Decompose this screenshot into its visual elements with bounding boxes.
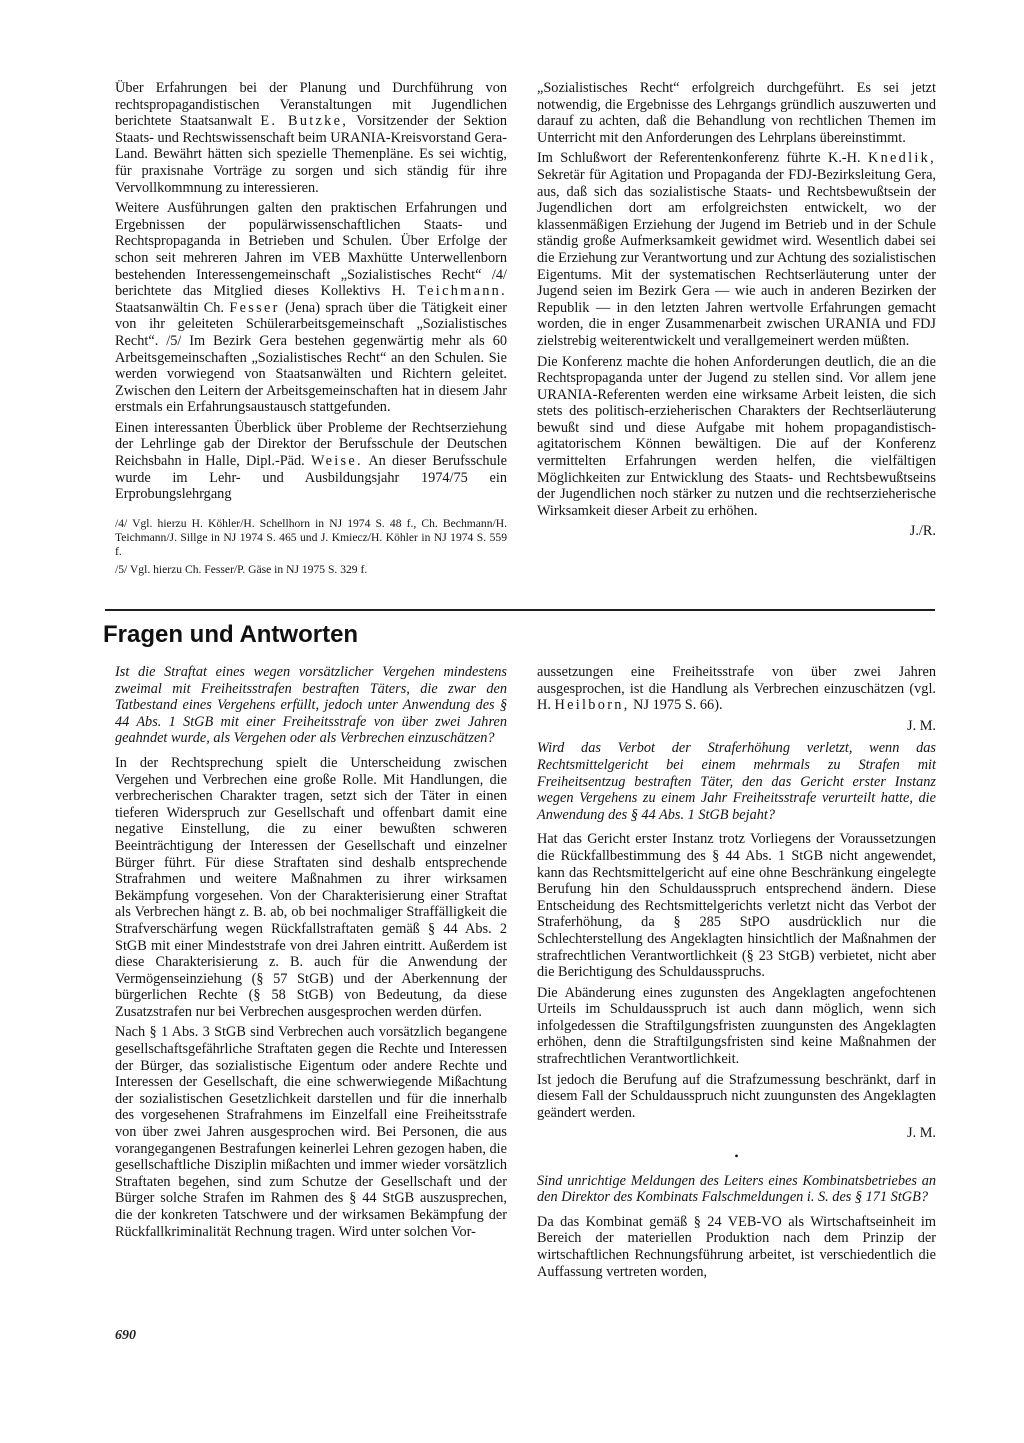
qa-column-left bbox=[115, 664, 507, 1244]
author-initials: J. M. bbox=[907, 1125, 936, 1142]
answer-paragraph: Die Abänderung eines zugunsten des Angeklagten angefochtenen Urteils im Schuldausspruch ist auch dann möglich, wenn sich infolgedessen die Straftilgungsfristen zuungunsten des Angeklagten erhöhen, denn die Straftilgungsfristen sind keine Maßnahmen der strafrechtlichen Verantwortlichkeit. bbox=[537, 984, 936, 1068]
person-name: Knedlik, bbox=[867, 150, 936, 167]
section-divider bbox=[105, 609, 935, 611]
question: Sind unrichtige Meldungen des Leiters eines Kombinatsbetriebes an den Direktor des Kombinats Falschmeldungen i. S. des § 171 StGB? bbox=[537, 1172, 936, 1206]
person-name: Teichmann. bbox=[417, 283, 508, 300]
paragraph: Einen interessanten Überblick über Probleme der Rechtserziehung der Lehrlinge gab der Direktor der Berufsschule der Deutschen Reichsbahn in Halle, Dipl.-Päd. Weise. An dieser Berufsschule wurde im Lehr- und Ausbildungsjahr 1974/75 ein Erprobungslehrgang bbox=[115, 419, 508, 503]
answer-paragraph: In der Rechtsprechung spielt die Unterscheidung zwischen Vergehen und Verbrechen eine große Rolle. Mit Handlungen, die verbrecherischen Charakter tragen, setzt sich der Täter in einen tieferen Widerspruch zur Gesellschaft und offenbart damit eine negative Einstellung, die zu einer bewußten schweren Beeinträchtigung der Interessen der Gesellschaft und einzelner Bürger führt. Für diese Straftaten sind deshalb entsprechende Strafrahmen und weitere Maßnahmen zu ihrer wirksamen Bekämpfung vorgesehen. Von der Charakterisierung einer Straftat als Verbrechen hängt z. B. ab, ob bei nochmaliger Straffälligkeit die Strafverschärfung wegen Rückfallstraftaten gemäß § 44 Abs. 2 StGB mit einer Mindeststrafe von drei Jahren eintritt. Außerdem ist diese Charakterisierung z. B. auch für die Anwendung der Vermögenseinziehung (§ 57 StGB) und der Aberkennung der bürgerlichen Rechte (§ 58 StGB) von Bedeutung, da diese Zusatzstrafen nur bei Verbrechen ausgesprochen werden dürfen. bbox=[115, 754, 507, 1020]
qa-column-right bbox=[537, 664, 936, 1284]
answer-paragraph: Hat das Gericht erster Instanz trotz Vorliegens der Voraussetzungen die Rückfallbestimmung des § 44 Abs. 1 StGB nicht angewendet, kann das Rechtsmittelgericht auf eine ohne Beschränkung eingelegte Berufung hin den Schuldausspruch entsprechend ändern. Diese Entscheidung des Rechtsmittelgerichts verletzt nicht das Verbot der Straferhöhung, da § 285 StPO ausdrücklich nur die Schlechterstellung des Angeklagten hinsichtlich der Maßnahmen der strafrechtlichen Verantwortlichkeit (§ 23 StGB) verbietet, nicht aber die Berichtigung des Schuldausspruchs. bbox=[537, 831, 936, 981]
author-initials: J./R. bbox=[909, 523, 936, 540]
person-name: Fesser bbox=[229, 299, 280, 316]
paragraph: Weitere Ausführungen galten den praktischen Erfahrungen und Ergebnissen der populärwissenschaftlichen Staats- und Rechtspropaganda in Betrieben und Schulen. Über Erfolge der schon seit mehreren Jahren im VEB Maxhütte Unterwellenborn bestehenden Interessengemeinschaft „Sozialistisches Recht“ /4/ berichtete das Mitglied dieses Kollektivs H. Teichmann. Staatsanwältin Ch. Fesser (Jena) sprach über die Tätigkeit einer von ihr geleiteten Schülerarbeitsgemeinschaft „Sozialistisches Recht“. /5/ Im Bezirk Gera bestehen gegenwärtig mehr als 60 Arbeitsgemeinschaften „Sozialistisches Recht“ an den Schulen. Sie werden vorwiegend von Staatsanwälten und Richtern geleitet. Zwischen den Leitern der Arbeitsgemeinschaften hat in diesem Jahr erstmals ein Erfahrungsaustausch stattgefunden. bbox=[115, 200, 508, 416]
answer-paragraph: aussetzungen eine Freiheitsstrafe von über zwei Jahren ausgesprochen, ist die Handlung als Verbrechen einzuschätzen (vgl. H. Heilborn, NJ 1975 S. 66). bbox=[537, 664, 936, 714]
person-name: Weise. bbox=[310, 453, 363, 470]
footnote-5: /5/ Vgl. hierzu Ch. Fesser/P. Gäse in NJ 1975 S. 329 f. bbox=[115, 563, 368, 577]
footnote-4: /4/ Vgl. hierzu H. Köhler/H. Schellhorn in NJ 1974 S. 48 f., Ch. Bechmann/H. Teichmann/J. Sillge in NJ 1974 S. 465 und J. Kmiecz/H. Köhler in NJ 1974 S. 559 f. bbox=[115, 516, 507, 559]
article-column-left bbox=[115, 80, 507, 582]
person-name: Heilborn, bbox=[554, 697, 630, 714]
paragraph: Die Konferenz machte die hohen Anforderungen deutlich, die an die Rechtspropaganda unter der Jugend zu stellen sind. Vor allem jene URANIA-Referenten werden eine wirksame Arbeit leisten, die sich stets des politisch-erzieherischen Charakters der Rechtserläuterung bewußt sind und diese Aufgabe mit hohem propagandistisch-agitatorischem Können bewältigen. Die auf der Konferenz vermittelten Erfahrungen werden helfen, die vielfältigen Möglichkeiten zur Entwicklung des Staats- und Rechtsbewußtseins der Jugendlichen noch stärker zu nutzen und die rechtserzieherische Wirksamkeit dieser Arbeit zu erhöhen. bbox=[537, 353, 936, 519]
person-name: E. Butzke, bbox=[260, 113, 349, 130]
bullet-separator: • bbox=[734, 1149, 739, 1164]
page-number: 690 bbox=[115, 1328, 136, 1343]
article-column-right bbox=[537, 80, 936, 546]
question: Ist die Straftat eines wegen vorsätzlicher Vergehen mindestens zweimal mit Freiheitsstrafen bestraften Täters, die zwar den Tatbestand eines Vergehens erfüllt, jedoch unter Anwendung des § 44 Abs. 1 StGB mit einer Freiheitsstrafe von über zwei Jahren geahndet wurde, als Vergehen oder als Verbrechen einzuschätzen? bbox=[115, 664, 507, 747]
answer-paragraph: Ist jedoch die Berufung auf die Strafzumessung beschränkt, darf in diesem Fall der Schuldausspruch nicht zuungunsten des Angeklagten geändert werden. bbox=[537, 1071, 936, 1121]
question: Wird das Verbot der Straferhöhung verletzt, wenn das Rechtsmittelgericht bei einem mehrmals zu Strafen mit Freiheitsentzug bestraften Täter, den das Gericht erster Instanz wegen Vergehens zu einem Jahr Freiheitsstrafe verurteilt hatte, die Anwendung des § 44 Abs. 1 StGB bejaht? bbox=[537, 740, 936, 823]
section-title: Fragen und Antworten bbox=[103, 621, 359, 648]
author-initials: J. M. bbox=[907, 717, 936, 734]
answer-paragraph: Nach § 1 Abs. 3 StGB sind Verbrechen auch vorsätzlich begangene gesellschaftsgefährliche Straftaten gegen die Rechte und Interessen der Bürger, das sozialistische Eigentum oder andere Rechte und Interessen der Gesellschaft, die eine schwerwiegende Mißachtung der sozialistischen Gesetzlichkeit darstellen und für die innerhalb des vorgesehenen Strafrahmens im Einzelfall eine Freiheitsstrafe von über zwei Jahren ausgesprochen wird. Bei Personen, die aus vorangegangenen Bestrafungen keinerlei Lehren gezogen haben, die gesellschaftliche Disziplin mißachten und immer wieder vorsätzlich Straftaten begehen, sind zum Schutze der Gesellschaft und der Bürger solche Strafen im Rahmen des § 44 StGB auszusprechen, die der konkreten Tatschwere und der wirksamen Bekämpfung der Rückfallkriminalität Rechnung tragen. Wird unter solchen Vor- bbox=[115, 1024, 507, 1240]
paragraph: Über Erfahrungen bei der Planung und Durchführung von rechtspropagandistischen Veranstaltungen mit Jugendlichen berichtete Staatsanwalt E. Butzke, Vorsitzender der Sektion Staats- und Rechtswissenschaft beim URANIA-Kreisvorstand Gera-Land. Bewährt hätten sich spezielle Themenpläne. Es sei wichtig, für praxisnahe Vorträge zu sorgen und sich ständig für ihre Vervollkommnung zu interessieren. bbox=[115, 80, 507, 196]
paragraph: „Sozialistisches Recht“ erfolgreich durchgeführt. Es sei jetzt notwendig, die Ergebnisse des Lehrgangs gründlich auszuwerten und darauf zu achten, daß die Behandlung von rechtlichen Themen im Unterricht mit den Anforderungen des Lehrplans übereinstimmt. bbox=[537, 80, 936, 146]
footnote-spacer bbox=[115, 507, 507, 517]
answer-paragraph: Da das Kombinat gemäß § 24 VEB-VO als Wirtschaftseinheit im Bereich der materiellen Produktion nach dem Prinzip der wirtschaftlichen Rechnungsführung arbeitet, ist verschiedentlich die Auffassung vertreten worden, bbox=[537, 1213, 936, 1280]
paragraph: Im Schlußwort der Referentenkonferenz führte K.-H. Knedlik, Sekretär für Agitation und Propaganda der FDJ-Bezirksleitung Gera, aus, daß sich das sozialistische Staats- und Rechtsbewußtsein der Jugendlichen dort am erfolgreichsten entwickelt, wo der klassenmäßigen Erziehung der Jugend im Betrieb und in der Schule ständig große Aufmerksamkeit gewidmet wird. Wesentlich dabei sei die Erziehung zur Verantwortung und zur Achtung des sozialistischen Eigentums. Mit der systematischen Rechtserläuterung unter der Jugend seien im Bezirk Gera — wie auch in anderen Bezirken der Republik — in den letzten Jahren wertvolle Erfahrungen gemacht worden, die in enger Zusammenarbeit zwischen URANIA und FDJ zielstrebig weiterentwickelt und verallgemeinert werden müßten. bbox=[537, 150, 936, 349]
